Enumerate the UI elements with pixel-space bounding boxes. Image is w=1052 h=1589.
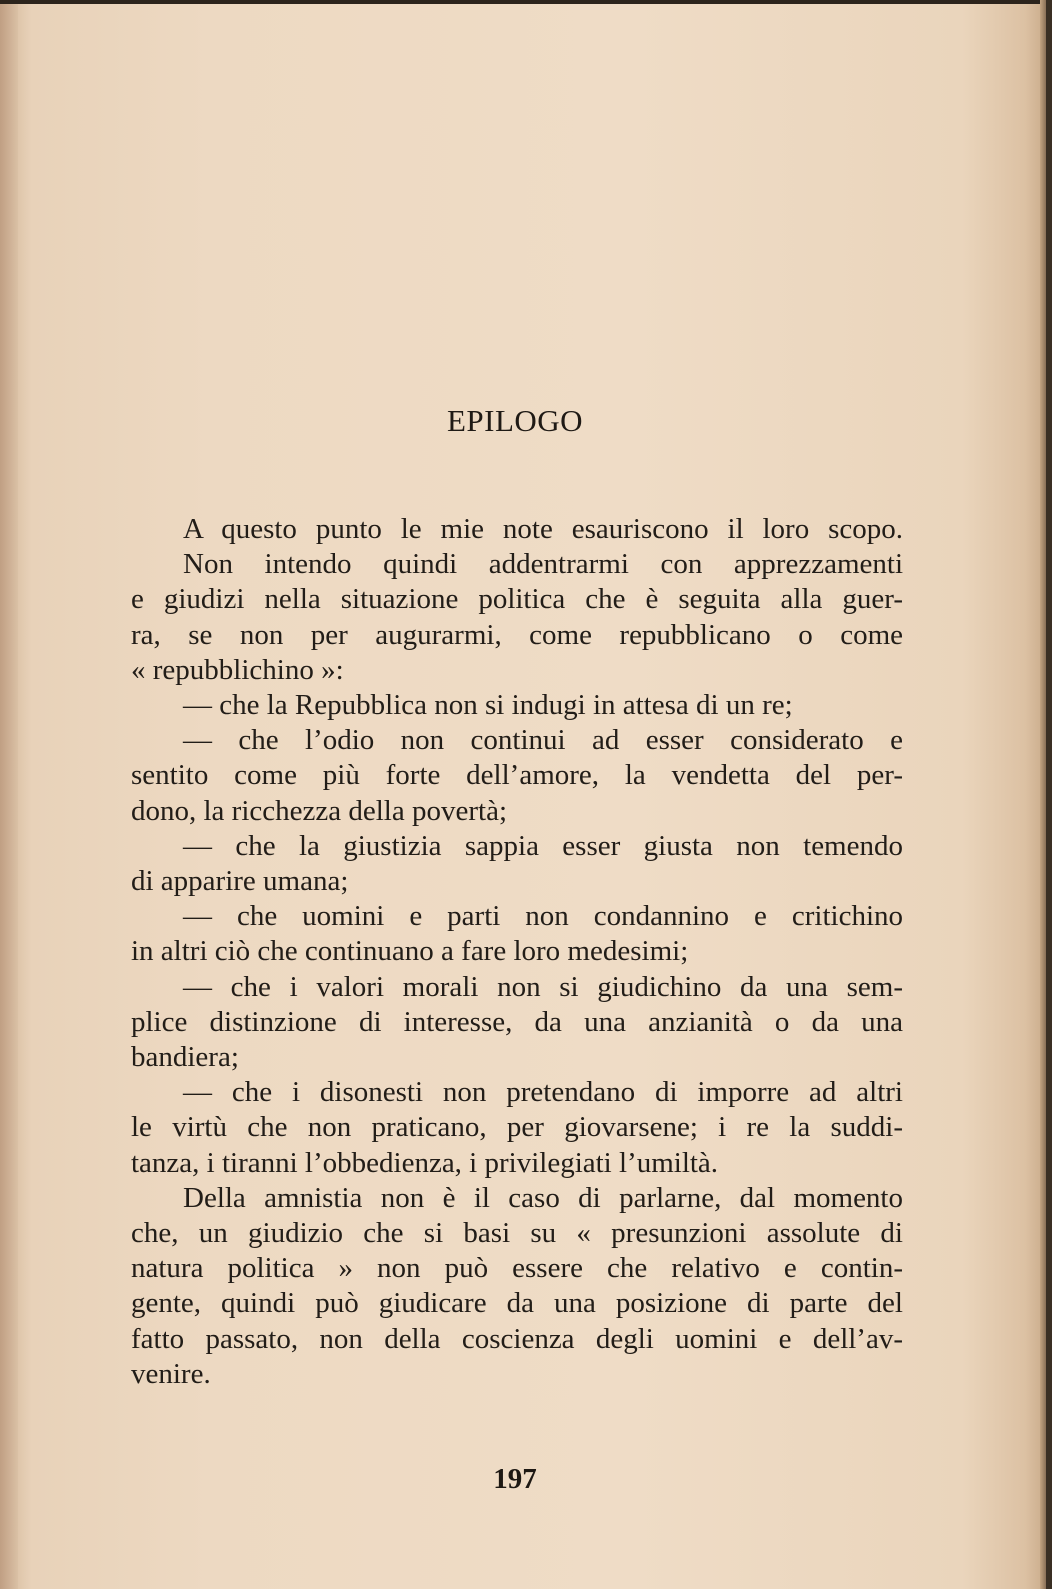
text-line: « repubblichino »: (131, 653, 344, 686)
text-line: che, un giudizio che si basi su « presunzioni assolute di (131, 1217, 903, 1250)
text-line: di apparire umana; (131, 865, 349, 898)
text-line: — che uomini e parti non condannino e critichino (183, 900, 903, 933)
text-line: gente, quindi può giudicare da una posizione di parte del (131, 1287, 903, 1320)
text-line: dono, la ricchezza della povertà; (131, 794, 507, 827)
text-line: — che i valori morali non si giudichino da una sem- (183, 970, 903, 1003)
text-line: ra, se non per augurarmi, come repubblicano o come (131, 618, 903, 651)
page-top-edge (0, 0, 1046, 4)
chapter-title: EPILOGO (446, 403, 584, 438)
page-right-edge (1040, 0, 1046, 1589)
text-line: tanza, i tiranni l’obbedienza, i privilegiati l’umiltà. (131, 1146, 719, 1179)
text-line: bandiera; (131, 1041, 239, 1074)
text-line: natura politica » non può essere che relativo e contin- (131, 1252, 903, 1285)
text-line: le virtù che non praticano, per giovarsene; i re la suddi- (131, 1111, 903, 1144)
text-line: in altri ciò che continuano a fare loro medesimi; (131, 935, 689, 968)
text-line: — che la Repubblica non si indugi in attesa di un re; (183, 689, 793, 722)
text-line: — che l’odio non continui ad esser considerato e (183, 724, 903, 757)
text-line: A questo punto le mie note esauriscono il loro scopo. (183, 513, 903, 545)
text-line: plice distinzione di interesse, da una anzianità o da una (131, 1005, 903, 1038)
text-line: venire. (131, 1357, 211, 1390)
text-line: — che i disonesti non pretendano di imporre ad altri (183, 1076, 903, 1109)
text-line: — che la giustizia sappia esser giusta non temendo (183, 829, 903, 862)
text-line: Della amnistia non è il caso di parlarne, dal momento (183, 1181, 903, 1214)
text-line: Non intendo quindi addentrarmi con apprezzamenti (183, 548, 903, 581)
text-line: e giudizi nella situazione politica che è seguita alla guer- (131, 583, 903, 616)
page-number: 197 (493, 1463, 537, 1495)
body-text (131, 512, 903, 1392)
text-line: fatto passato, non della coscienza degli uomini e dell’av- (131, 1322, 903, 1355)
text-line: sentito come più forte dell’amore, la vendetta del per- (131, 759, 903, 792)
